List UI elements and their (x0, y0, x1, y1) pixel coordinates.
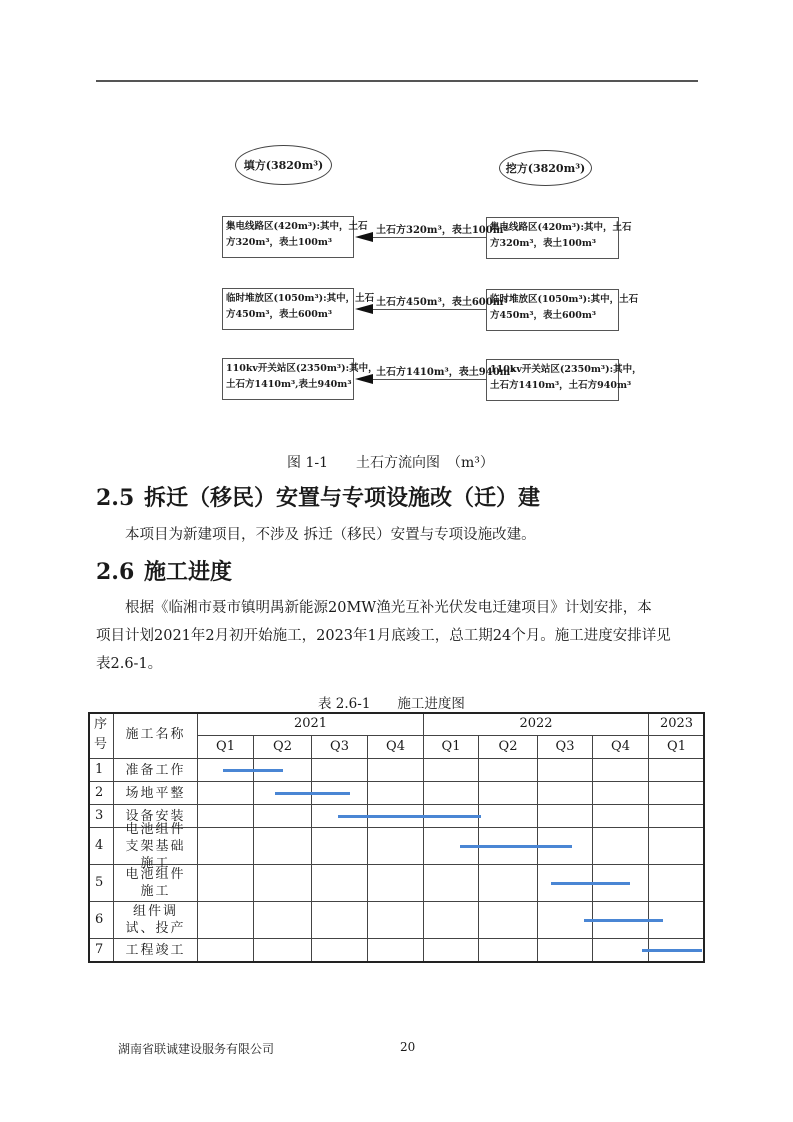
box-text: 方320m³，表土100m³ (226, 237, 333, 248)
box-text: 临时堆放区(1050m³):其中，土石 (226, 293, 375, 304)
box-text: 方450m³，表土600m³ (226, 309, 333, 320)
row-number (88, 782, 114, 805)
cell-text: 2 (95, 785, 104, 800)
schedule-cell (479, 805, 538, 828)
cell-text: Q4 (386, 739, 405, 754)
section-heading-2-6 (96, 555, 232, 586)
figure-caption: 图 1-1 土石方流向图 （m³） (287, 455, 494, 471)
fill-ellipse-label: 填方(3820m³) (243, 159, 324, 172)
cell-text: Q1 (441, 739, 461, 754)
header-quarter (254, 736, 312, 759)
schedule-cell (368, 902, 424, 939)
schedule-cell (538, 805, 593, 828)
cell-text: 3 (95, 808, 104, 823)
cell-text: Q3 (330, 739, 349, 754)
arrow-left-icon (355, 304, 373, 314)
schedule-cell (198, 805, 254, 828)
footer-company: 湖南省联诚建设服务有限公司 (118, 1042, 275, 1056)
schedule-cell (479, 759, 538, 782)
cell-text: 准备工作 (125, 762, 186, 778)
section-2-6-body (96, 594, 706, 678)
header-quarter (312, 736, 368, 759)
schedule-cell (649, 828, 705, 865)
schedule-cell (312, 828, 368, 865)
schedule-cell (254, 939, 312, 962)
cell-text: Q3 (555, 739, 575, 754)
schedule-cell (254, 805, 312, 828)
header-rule (96, 80, 698, 82)
cell-text: 施工名称 (125, 727, 186, 742)
table-caption: 表 2.6-1 施工进度图 (318, 696, 465, 712)
cell-text: 电池组件施工 (125, 867, 186, 899)
schedule-cell (424, 759, 479, 782)
cell-text: 场地平整 (125, 785, 186, 801)
cell-text: 4 (95, 838, 104, 853)
schedule-cell (593, 759, 649, 782)
row-number (88, 828, 114, 865)
header-quarter (368, 736, 424, 759)
schedule-cell (368, 828, 424, 865)
cell-text: Q1 (216, 739, 235, 754)
fill-area-box (222, 216, 368, 258)
schedule-cell (198, 902, 254, 939)
header-quarter (479, 736, 538, 759)
schedule-cell (368, 865, 424, 902)
schedule-cell (254, 828, 312, 865)
header-year (198, 712, 424, 736)
box-text: 土石方1410m³,表土940m³ (226, 379, 352, 390)
task-name (114, 939, 198, 962)
box-text: 110kv开关站区(2350m³):其中， (490, 364, 642, 375)
schedule-cell (424, 865, 479, 902)
schedule-cell (538, 939, 593, 962)
flow-arrow-line (360, 237, 486, 238)
schedule-cell (424, 939, 479, 962)
header-quarter (538, 736, 593, 759)
schedule-cell (312, 902, 368, 939)
schedule-cell (593, 782, 649, 805)
schedule-cell (368, 939, 424, 962)
task-name (114, 902, 198, 939)
row-number (88, 865, 114, 902)
gantt-bar (642, 949, 702, 952)
task-name (114, 759, 198, 782)
body-line: 项目计划2021年2月初开始施工，2023年1月底竣工，总工期24个月。施工进度安排详见 (96, 628, 671, 644)
header-name (114, 712, 198, 759)
schedule-cell (312, 865, 368, 902)
box-text: 方320m³，表土100m³ (490, 238, 597, 249)
row-number (88, 939, 114, 962)
cell-text: 设备安装 (125, 808, 186, 824)
gantt-bar (460, 845, 572, 848)
schedule-cell (198, 782, 254, 805)
fill-ellipse (235, 145, 332, 185)
gantt-bar (338, 815, 482, 818)
flow-arrow-label: 土石方1410m³，表土940m³ (376, 367, 515, 378)
box-text: 集电线路区(420m³):其中，土石 (490, 222, 632, 233)
box-text: 集电线路区(420m³):其中，土石 (226, 221, 368, 232)
task-name (114, 821, 198, 871)
cell-text: 7 (95, 942, 104, 957)
cell-text: 6 (95, 912, 104, 927)
cell-text: 2021 (293, 715, 328, 731)
header-quarter (424, 736, 479, 759)
section-number: 2.6 (96, 559, 135, 585)
schedule-cell (538, 782, 593, 805)
fill-area-box (222, 288, 375, 330)
cell-text: 电池组件支架基础施工 (125, 821, 186, 871)
section-number: 2.5 (96, 485, 135, 511)
arrow-left-icon (355, 374, 373, 384)
section-heading-2-5 (96, 481, 540, 512)
task-name (114, 782, 198, 805)
gantt-bar (275, 792, 350, 795)
schedule-cell (649, 759, 705, 782)
box-text: 临时堆放区(1050m³):其中，土石 (490, 294, 639, 305)
fill-area-box (222, 358, 378, 400)
row-number (88, 805, 114, 828)
cell-text: 5 (95, 875, 104, 890)
cell-text: Q2 (498, 739, 518, 754)
cell-text: Q2 (273, 739, 292, 754)
schedule-cell (649, 782, 705, 805)
cell-text: 2022 (519, 715, 553, 731)
schedule-cell (593, 805, 649, 828)
flow-arrow-label: 土石方450m³，表土600m³ (376, 297, 508, 308)
row-number (88, 759, 114, 782)
cell-text: Q1 (667, 739, 686, 754)
footer-page-number: 20 (400, 1040, 416, 1054)
flow-arrow-line (360, 379, 486, 380)
header-quarter (593, 736, 649, 759)
gantt-bar (584, 919, 663, 922)
box-text: 方450m³，表土600m³ (490, 310, 597, 321)
gantt-bar (223, 769, 283, 772)
header-year (649, 712, 705, 736)
schedule-cell (479, 865, 538, 902)
section-title: 施工进度 (144, 559, 233, 585)
schedule-table (88, 712, 705, 963)
schedule-cell (479, 902, 538, 939)
schedule-cell (424, 902, 479, 939)
task-name (114, 865, 198, 902)
header-no (88, 712, 114, 759)
schedule-cell (254, 865, 312, 902)
row-number (88, 902, 114, 939)
section-title: 拆迁（移民）安置与专项设施改（迁）建 (144, 485, 541, 511)
cut-ellipse-label: 挖方(3820m³) (505, 162, 586, 175)
schedule-cell (312, 939, 368, 962)
body-line: 表2.6-1。 (96, 656, 163, 672)
header-quarter (649, 736, 705, 759)
cell-text: 2023 (659, 715, 694, 731)
schedule-cell (312, 759, 368, 782)
arrow-left-icon (355, 232, 373, 242)
schedule-cell (593, 828, 649, 865)
schedule-cell (538, 759, 593, 782)
schedule-cell (424, 782, 479, 805)
schedule-cell (198, 939, 254, 962)
schedule-cell (198, 828, 254, 865)
cut-ellipse (499, 150, 592, 186)
box-text: 土石方1410m³，土石方940m³ (490, 380, 632, 391)
body-line: 根据《临湘市聂市镇明禺新能源20MW渔光互补光伏发电迁建项目》计划安排，本 (125, 600, 652, 616)
cell-text: 序号 (93, 717, 107, 752)
cell-text: Q4 (611, 739, 630, 754)
flow-arrow-line (360, 309, 486, 310)
flow-arrow-label: 土石方320m³，表土100m³ (376, 225, 508, 236)
schedule-cell (198, 865, 254, 902)
header-quarter (198, 736, 254, 759)
schedule-cell (479, 782, 538, 805)
box-text: 110kv开关站区(2350m³):其中， (226, 363, 378, 374)
gantt-bar (551, 882, 630, 885)
cell-text: 1 (95, 762, 104, 777)
cell-text: 工程竣工 (125, 942, 186, 958)
schedule-cell (649, 805, 705, 828)
schedule-cell (254, 902, 312, 939)
schedule-cell (368, 782, 424, 805)
schedule-cell (649, 865, 705, 902)
section-2-5-body: 本项目为新建项目，不涉及 拆迁（移民）安置与专项设施改建。 (125, 527, 536, 543)
schedule-cell (593, 939, 649, 962)
header-year (424, 712, 649, 736)
cell-text: 组件调试、投产 (125, 904, 186, 936)
schedule-cell (368, 759, 424, 782)
schedule-cell (479, 939, 538, 962)
